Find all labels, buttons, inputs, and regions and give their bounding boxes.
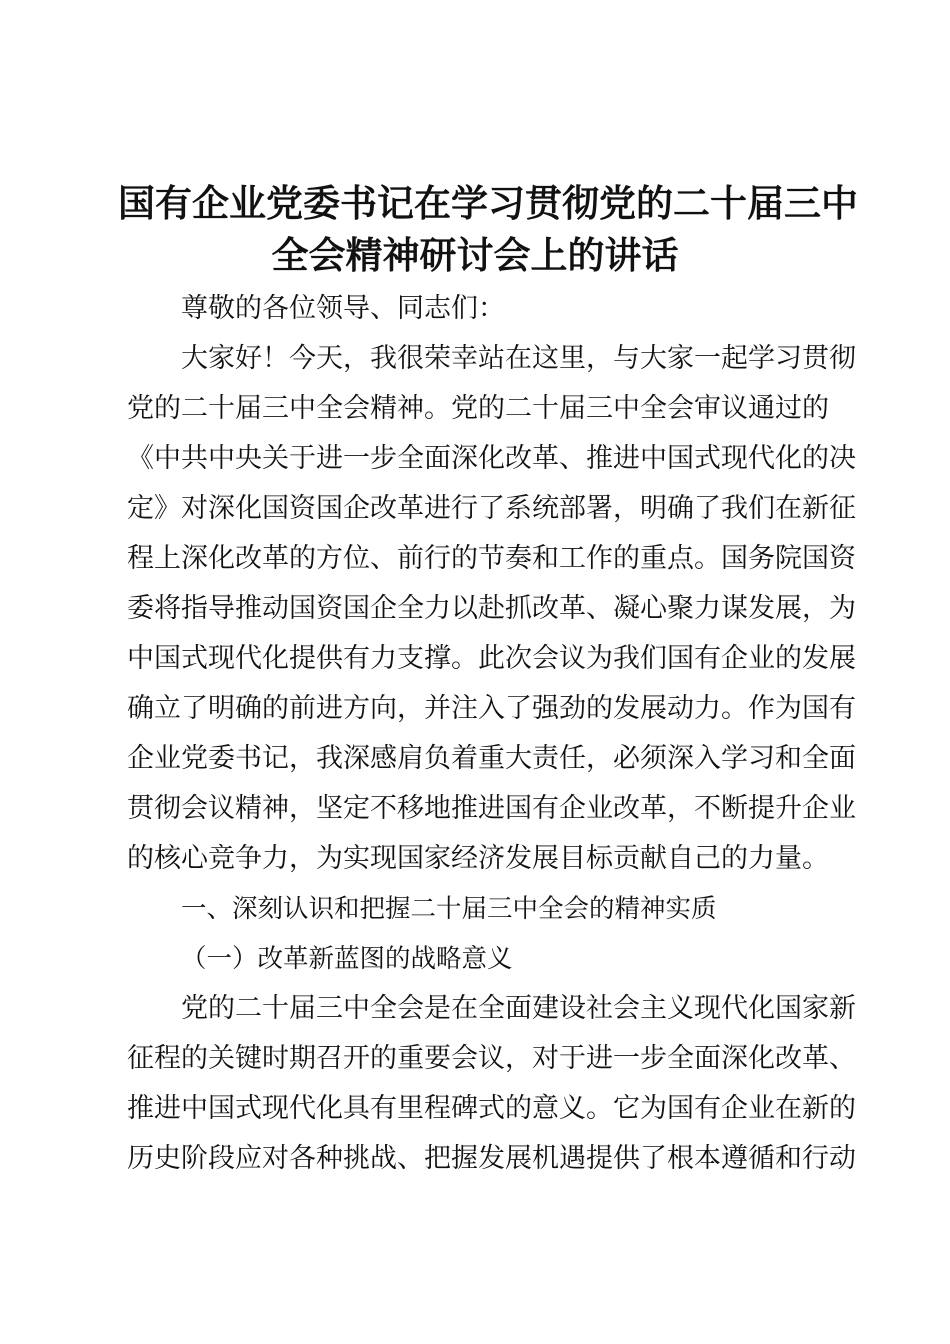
paragraph-line: 委将指导推动国资国企全力以赴抓改革、凝心聚力谋发展，为 — [127, 593, 856, 624]
paragraph-line: 企业党委书记，我深感肩负着重大责任，必须深入学习和全面 — [127, 743, 856, 774]
paragraph-intro — [127, 334, 856, 884]
paragraph-line: 确立了明确的前进方向，并注入了强劲的发展动力。作为国有 — [127, 693, 856, 724]
paragraph-line: 《中共中央关于进一步全面深化改革、推进中国式现代化的决 — [127, 443, 856, 474]
subsection-heading: （一）改革新蓝图的战略意义 — [181, 944, 513, 974]
document-title — [118, 178, 858, 282]
document-body — [127, 284, 856, 1184]
title-line-1: 国有企业党委书记在学习贯彻党的二十届三中 — [118, 182, 858, 225]
paragraph-line: 中国式现代化提供有力支撑。此次会议为我们国有企业的发展 — [127, 643, 856, 674]
paragraph-significance — [127, 984, 856, 1184]
paragraph-line: 贯彻会议精神，坚定不移地推进国有企业改革，不断提升企业 — [127, 793, 856, 824]
salutation: 尊敬的各位领导、同志们： — [181, 293, 505, 324]
paragraph-line: 历史阶段应对各种挑战、把握发展机遇提供了根本遵循和行动 — [127, 1143, 856, 1174]
paragraph-line: 党的二十届三中全会精神。党的二十届三中全会审议通过的 — [127, 393, 829, 424]
paragraph-line: 的核心竞争力，为实现国家经济发展目标贡献自己的力量。 — [127, 843, 829, 874]
paragraph-line: 程上深化改革的方位、前行的节奏和工作的重点。国务院国资 — [127, 543, 856, 574]
paragraph-line: 大家好！今天，我很荣幸站在这里，与大家一起学习贯彻 — [181, 343, 856, 374]
paragraph-line: 党的二十届三中全会是在全面建设社会主义现代化国家新 — [181, 993, 856, 1024]
section-heading: 一、深刻认识和把握二十届三中全会的精神实质 — [181, 894, 717, 924]
title-line-2: 全会精神研讨会上的讲话 — [271, 234, 679, 277]
paragraph-line: 推进中国式现代化具有里程碑式的意义。它为国有企业在新的 — [127, 1093, 856, 1124]
paragraph-line: 征程的关键时期召开的重要会议，对于进一步全面深化改革、 — [127, 1043, 856, 1074]
paragraph-line: 定》对深化国资国企改革进行了系统部署，明确了我们在新征 — [127, 493, 856, 524]
